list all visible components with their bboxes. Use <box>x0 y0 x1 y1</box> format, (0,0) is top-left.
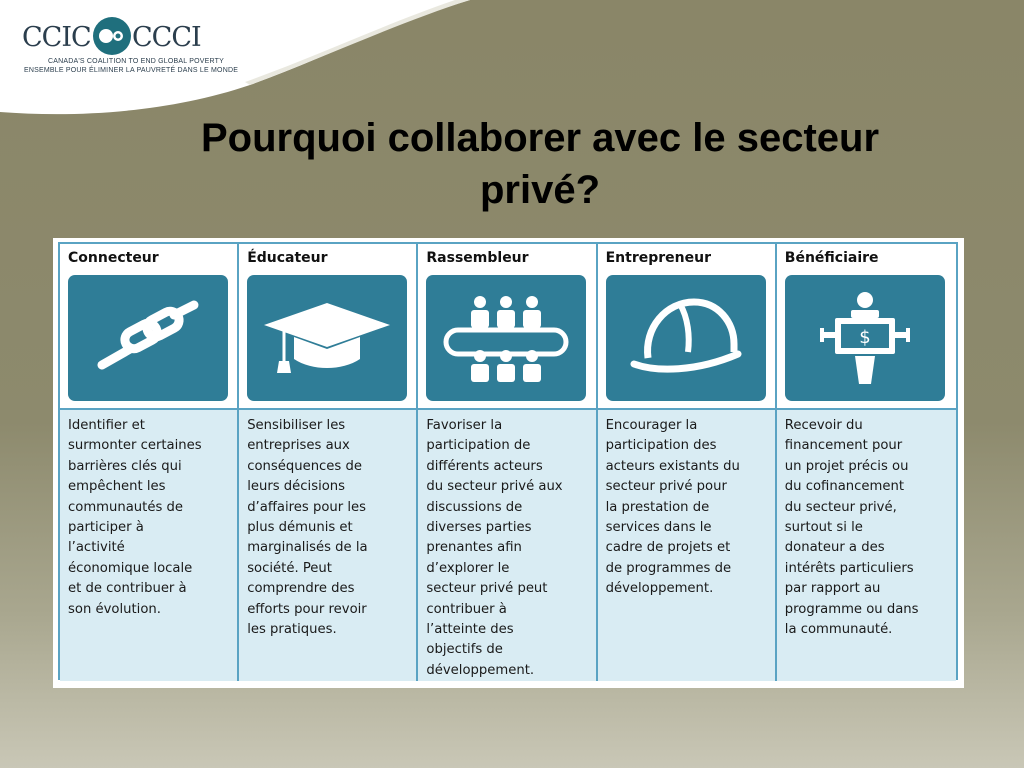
slide-title-line1: Pourquoi collaborer avec le secteur <box>200 116 880 160</box>
logo-word-ccci: CCCI <box>132 22 201 53</box>
role-icon-tile <box>785 275 945 401</box>
role-description-cell <box>598 408 775 681</box>
person-money-icon <box>805 288 925 388</box>
roles-table-panel <box>53 238 964 688</box>
role-column-connecteur <box>60 244 239 681</box>
role-column-beneficiaire <box>777 244 956 681</box>
role-icon-tile <box>247 275 407 401</box>
role-description-cell <box>239 408 416 681</box>
role-column-educateur <box>239 244 418 681</box>
svg-text:$: $ <box>859 327 871 348</box>
logo-word-ccic: CCIC <box>22 22 91 53</box>
role-icon-tile <box>68 275 228 401</box>
role-column-entrepreneur <box>598 244 777 681</box>
role-label: Entrepreneur <box>605 250 711 266</box>
roles-table <box>58 242 958 680</box>
role-description: Encourager la participation des acteurs existants du secteur privé pour la prestation de services dans le cadre de projets et de programmes de développement. <box>605 418 740 597</box>
graduation-cap-icon <box>262 293 392 383</box>
logo-mark-icon <box>92 16 132 56</box>
role-label: Bénéficiaire <box>784 250 879 266</box>
role-icon-tile <box>606 275 766 401</box>
logo-tagline-en: CANADA'S COALITION TO END GLOBAL POVERTY <box>48 58 224 65</box>
role-header <box>598 244 775 408</box>
role-description-cell <box>777 408 956 681</box>
chain-link-icon <box>88 293 208 383</box>
role-description: Sensibiliser les entreprises aux conséquences de leurs décisions d’affaires pour les plus démunis et marginalisés de la société. Peut comprendre des efforts pour revoir les pratiques. <box>247 418 368 638</box>
role-description: Recevoir du financement pour un projet précis ou du cofinancement du secteur privé, surtout si le donateur a des intérêts particuliers par rapport au programme ou dans la communauté. <box>784 418 919 638</box>
role-label: Connecteur <box>68 250 159 266</box>
role-header <box>60 244 237 408</box>
role-icon-tile <box>426 275 586 401</box>
role-label: Rassembleur <box>426 250 529 266</box>
slide-title <box>120 112 960 216</box>
role-column-rassembleur <box>418 244 597 681</box>
role-description: Favoriser la participation de différents acteurs du secteur privé aux discussions de diverses parties prenantes afin d’explorer le secteur privé peut contribuer à l’atteinte des objectifs de développement. <box>426 418 563 678</box>
logo-tagline-fr: ENSEMBLE POUR ÉLIMINER LA PAUVRETÉ DANS LE MONDE <box>24 67 239 74</box>
hard-hat-icon <box>626 288 746 388</box>
role-description: Identifier et surmonter certaines barrières clés qui empêchent les communautés de participer à l’activité économique locale et de contribuer à son évolution. <box>68 418 202 617</box>
role-label: Éducateur <box>247 250 328 266</box>
meeting-table-icon <box>436 288 576 388</box>
role-description-cell <box>418 408 595 681</box>
role-description-cell <box>60 408 237 681</box>
role-header <box>239 244 416 408</box>
role-header <box>777 244 956 408</box>
role-header <box>418 244 595 408</box>
slide-title-line2: privé? <box>479 168 601 212</box>
ccic-logo <box>22 14 239 84</box>
